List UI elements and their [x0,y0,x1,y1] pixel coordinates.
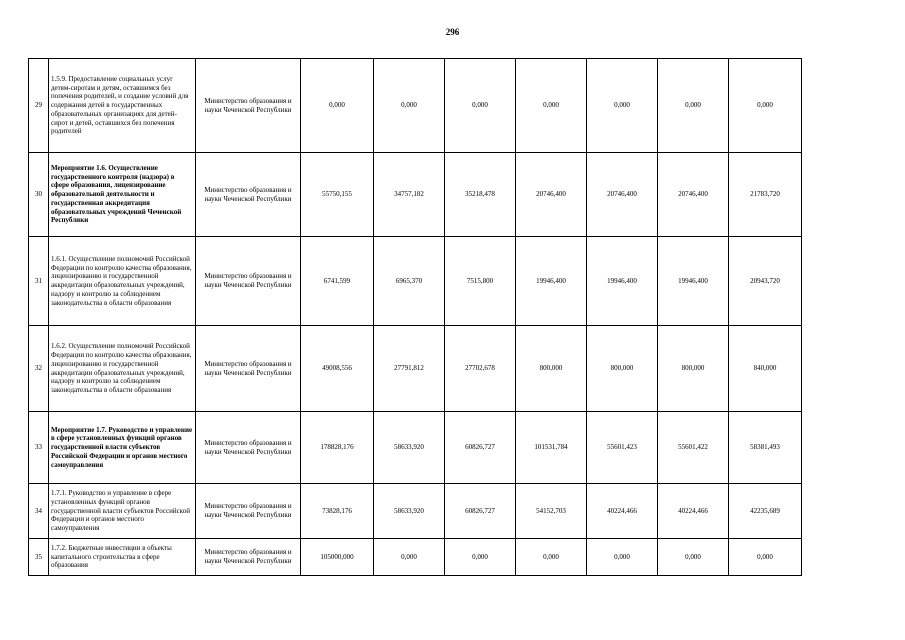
funding-value: 34757,182 [374,153,445,237]
funding-value: 19946,400 [658,237,729,326]
funding-value: 0,000 [445,539,516,576]
funding-value: 800,000 [516,326,587,412]
funding-value: 0,000 [374,539,445,576]
funding-value: 0,000 [516,59,587,153]
responsible-org: Министерство образования и науки Чеченской Республики [196,237,301,326]
table-row [29,539,802,576]
funding-value: 0,000 [658,539,729,576]
funding-value: 73828,176 [301,484,374,539]
funding-value: 40224,466 [587,484,658,539]
funding-value: 55601,422 [658,412,729,484]
funding-value: 35218,478 [445,153,516,237]
funding-value: 55750,155 [301,153,374,237]
table-row [29,59,802,153]
activity-name: 1.6.2. Осуществление полномочий Российской Федерации по контролю качества образования, лицензированию и государственной аккредитации образовательных учреждений, надзору и контролю за соблюдением законодательства в области образования [49,326,196,412]
funding-value: 0,000 [587,539,658,576]
row-number: 33 [29,412,49,484]
table-row [29,412,802,484]
row-number: 29 [29,59,49,153]
funding-value: 800,000 [658,326,729,412]
funding-value: 20746,400 [587,153,658,237]
funding-value: 0,000 [445,59,516,153]
row-number: 30 [29,153,49,237]
funding-value: 7515,800 [445,237,516,326]
funding-value: 0,000 [516,539,587,576]
row-number: 34 [29,484,49,539]
responsible-org: Министерство образования и науки Чеченской Республики [196,539,301,576]
row-number: 31 [29,237,49,326]
funding-value: 40224,466 [658,484,729,539]
funding-value: 101531,784 [516,412,587,484]
funding-value: 800,000 [587,326,658,412]
funding-value: 20943,720 [729,237,802,326]
funding-value: 19946,400 [516,237,587,326]
table-row [29,237,802,326]
table-row [29,484,802,539]
activity-name: 1.7.1. Руководство и управление в сфере установленных функций органов государственной власти субъектов Российской Федерации и органов местного самоуправления [49,484,196,539]
table-body [29,59,802,576]
responsible-org: Министерство образования и науки Чеченской Республики [196,412,301,484]
row-number: 35 [29,539,49,576]
funding-value: 0,000 [374,59,445,153]
funding-value: 58633,920 [374,484,445,539]
funding-value: 0,000 [729,59,802,153]
funding-value: 0,000 [729,539,802,576]
funding-value: 0,000 [658,59,729,153]
activity-name: Мероприятие 1.6. Осуществление государственного контроля (надзора) в сфере образования, лицензирование образовательной деятельности и государственная аккредитация образовательных учреждений Чеченской Республики [49,153,196,237]
responsible-org: Министерство образования и науки Чеченской Республики [196,59,301,153]
funding-value: 19946,400 [587,237,658,326]
funding-value: 60826,727 [445,412,516,484]
funding-value: 20746,400 [516,153,587,237]
activity-name: 1.5.9. Предоставление социальных услуг детям-сиротам и детям, оставшимся без попечения родителей, и создание условий для содержания детей в государственных образовательных организациях для детей-сирот и детей, оставшихся без попечения родителей [49,59,196,153]
funding-value: 840,000 [729,326,802,412]
funding-value: 60826,727 [445,484,516,539]
row-number: 32 [29,326,49,412]
funding-value: 27791,812 [374,326,445,412]
funding-value: 6741,599 [301,237,374,326]
activity-name: 1.7.2. Бюджетные инвестиции в объекты капитального строительства в сфере образования [49,539,196,576]
funding-value: 58381,493 [729,412,802,484]
funding-value: 0,000 [301,59,374,153]
budget-table [28,58,802,576]
table-row [29,153,802,237]
funding-value: 27702,678 [445,326,516,412]
funding-value: 21783,720 [729,153,802,237]
page-number: 296 [445,27,460,37]
funding-value: 105000,000 [301,539,374,576]
responsible-org: Министерство образования и науки Чеченской Республики [196,326,301,412]
funding-value: 178828,176 [301,412,374,484]
responsible-org: Министерство образования и науки Чеченской Республики [196,153,301,237]
funding-value: 54152,703 [516,484,587,539]
funding-value: 20746,400 [658,153,729,237]
responsible-org: Министерство образования и науки Чеченской Республики [196,484,301,539]
funding-value: 58633,920 [374,412,445,484]
funding-value: 49008,556 [301,326,374,412]
funding-value: 55601,423 [587,412,658,484]
activity-name: 1.6.1. Осуществление полномочий Российской Федерации по контролю качества образования, лицензированию и государственной аккредитации образовательных учреждений, надзору и контролю за соблюдением законодательства в области образования [49,237,196,326]
funding-value: 6965,370 [374,237,445,326]
funding-value: 0,000 [587,59,658,153]
activity-name: Мероприятие 1.7. Руководство и управление в сфере установленных функций органов государственной власти субъектов Российской Федерации и органов местного самоуправления [49,412,196,484]
funding-value: 42235,689 [729,484,802,539]
table-row [29,326,802,412]
